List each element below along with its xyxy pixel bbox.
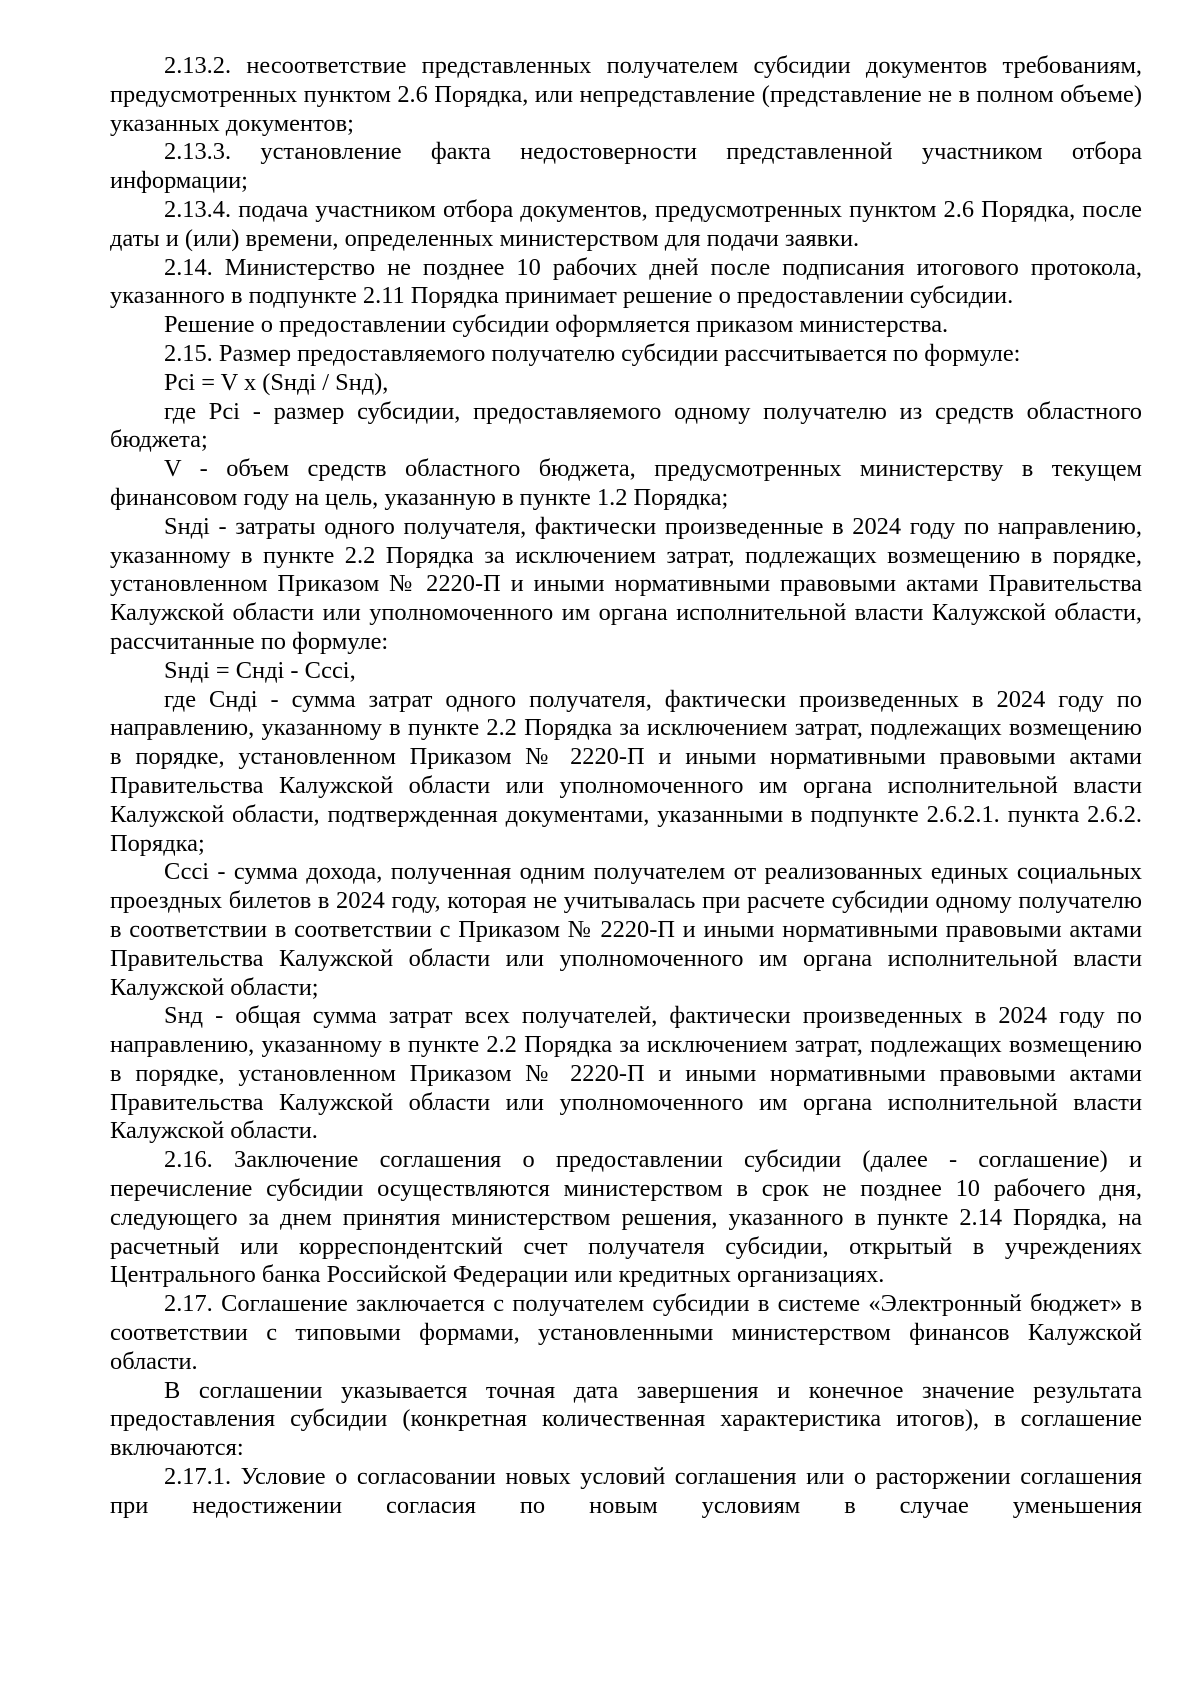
paragraph-2-13-2: 2.13.2. несоответствие представленных получателем субсидии документов требованиям, предусмотренных пунктом 2.6 Порядка, или непредставление (представление не в полном объеме) указанных документов; bbox=[110, 52, 1142, 137]
paragraph-2-16: 2.16. Заключение соглашения о предоставлении субсидии (далее - соглашение) и перечисление субсидии осуществляются министерством в срок не позднее 10 рабочего дня, следующего за днем принятия министерством решения, указанного в пункте 2.14 Порядка, на расчетный или корреспондентский счет получателя субсидии, открытый в учреждениях Центрального банка Российской Федерации или кредитных организациях. bbox=[110, 1146, 1142, 1289]
paragraph-2-13-4: 2.13.4. подача участником отбора документов, предусмотренных пунктом 2.6 Порядка, после даты и (или) времени, определенных министерством для подачи заявки. bbox=[110, 195, 1142, 252]
paragraph-sndi-definition: Sнді - затраты одного получателя, фактически произведенные в 2024 году по направлению, указанному в пункте 2.2 Порядка за исключением затрат, подлежащих возмещению в порядке, установленном Приказом № 2220-П и иными нормативными правовыми актами Правительства Калужской области или уполномоченного им органа исполнительной власти Калужской области, рассчитанные по формуле: bbox=[110, 512, 1142, 655]
paragraph-2-15: 2.15. Размер предоставляемого получателю субсидии рассчитывается по формуле: bbox=[164, 339, 1021, 367]
paragraph-snd-definition: Sнд - общая сумма затрат всех получателей, фактически произведенных в 2024 году по направлению, указанному в пункте 2.2 Порядка за исключением затрат, подлежащих возмещению в порядке, установленном Приказом № 2220-П и иными нормативными правовыми актами Правительства Калужской области или уполномоченного им органа исполнительной власти Калужской области. bbox=[110, 1002, 1142, 1145]
formula-sndi: Sнді = Снді - Сссі, bbox=[164, 656, 356, 684]
paragraph-2-14: 2.14. Министерство не позднее 10 рабочих дней после подписания итогового протокола, указанного в подпункте 2.11 Порядка принимает решение о предоставлении субсидии. bbox=[110, 253, 1142, 310]
paragraph-sssi-definition: Сссі - сумма дохода, полученная одним получателем от реализованных единых социальных проездных билетов в 2024 году, которая не учитывалась при расчете субсидии одному получателю в соответствии в соответствии с Приказом № 2220-П и иными нормативными правовыми актами Правительства Калужской области или уполномоченного им органа исполнительной власти Калужской области; bbox=[110, 858, 1142, 1001]
paragraph-2-13-3: 2.13.3. установление факта недостоверности представленной участником отбора информации; bbox=[110, 138, 1142, 195]
formula-pci: Pci = V x (Sнді / Sнд), bbox=[164, 368, 389, 396]
paragraph-v-definition: V - объем средств областного бюджета, предусмотренных министерству в текущем финансовом году на цель, указанную в пункте 1.2 Порядка; bbox=[110, 455, 1142, 511]
paragraph-2-17: 2.17. Соглашение заключается с получателем субсидии в системе «Электронный бюджет» в соответствии с типовыми формами, установленными министерством финансов Калужской области. bbox=[110, 1290, 1142, 1375]
paragraph-2-17-1: 2.17.1. Условие о согласовании новых условий соглашения или о расторжении соглашения при недостижении согласия по новым условиям в случае уменьшения bbox=[110, 1463, 1142, 1519]
paragraph-pci-definition: где Pci - размер субсидии, предоставляемого одному получателю из средств областного бюджета; bbox=[110, 397, 1142, 454]
paragraph-sndi-cost-definition: где Снді - сумма затрат одного получателя, фактически произведенных в 2024 году по направлению, указанному в пункте 2.2 Порядка за исключением затрат, подлежащих возмещению в порядке, установленном Приказом № 2220-П и иными нормативными правовыми актами Правительства Калужской области или уполномоченного им органа исполнительной власти Калужской области, подтвержденная документами, указанными в подпункте 2.6.2.1. пункта 2.6.2. Порядка; bbox=[110, 685, 1142, 857]
paragraph-decision-order: Решение о предоставлении субсидии оформляется приказом министерства. bbox=[164, 311, 949, 339]
paragraph-agreement-contents: В соглашении указывается точная дата завершения и конечное значение результата предоставления субсидии (конкретная количественная характеристика итогов), в соглашение включаются: bbox=[110, 1376, 1142, 1462]
